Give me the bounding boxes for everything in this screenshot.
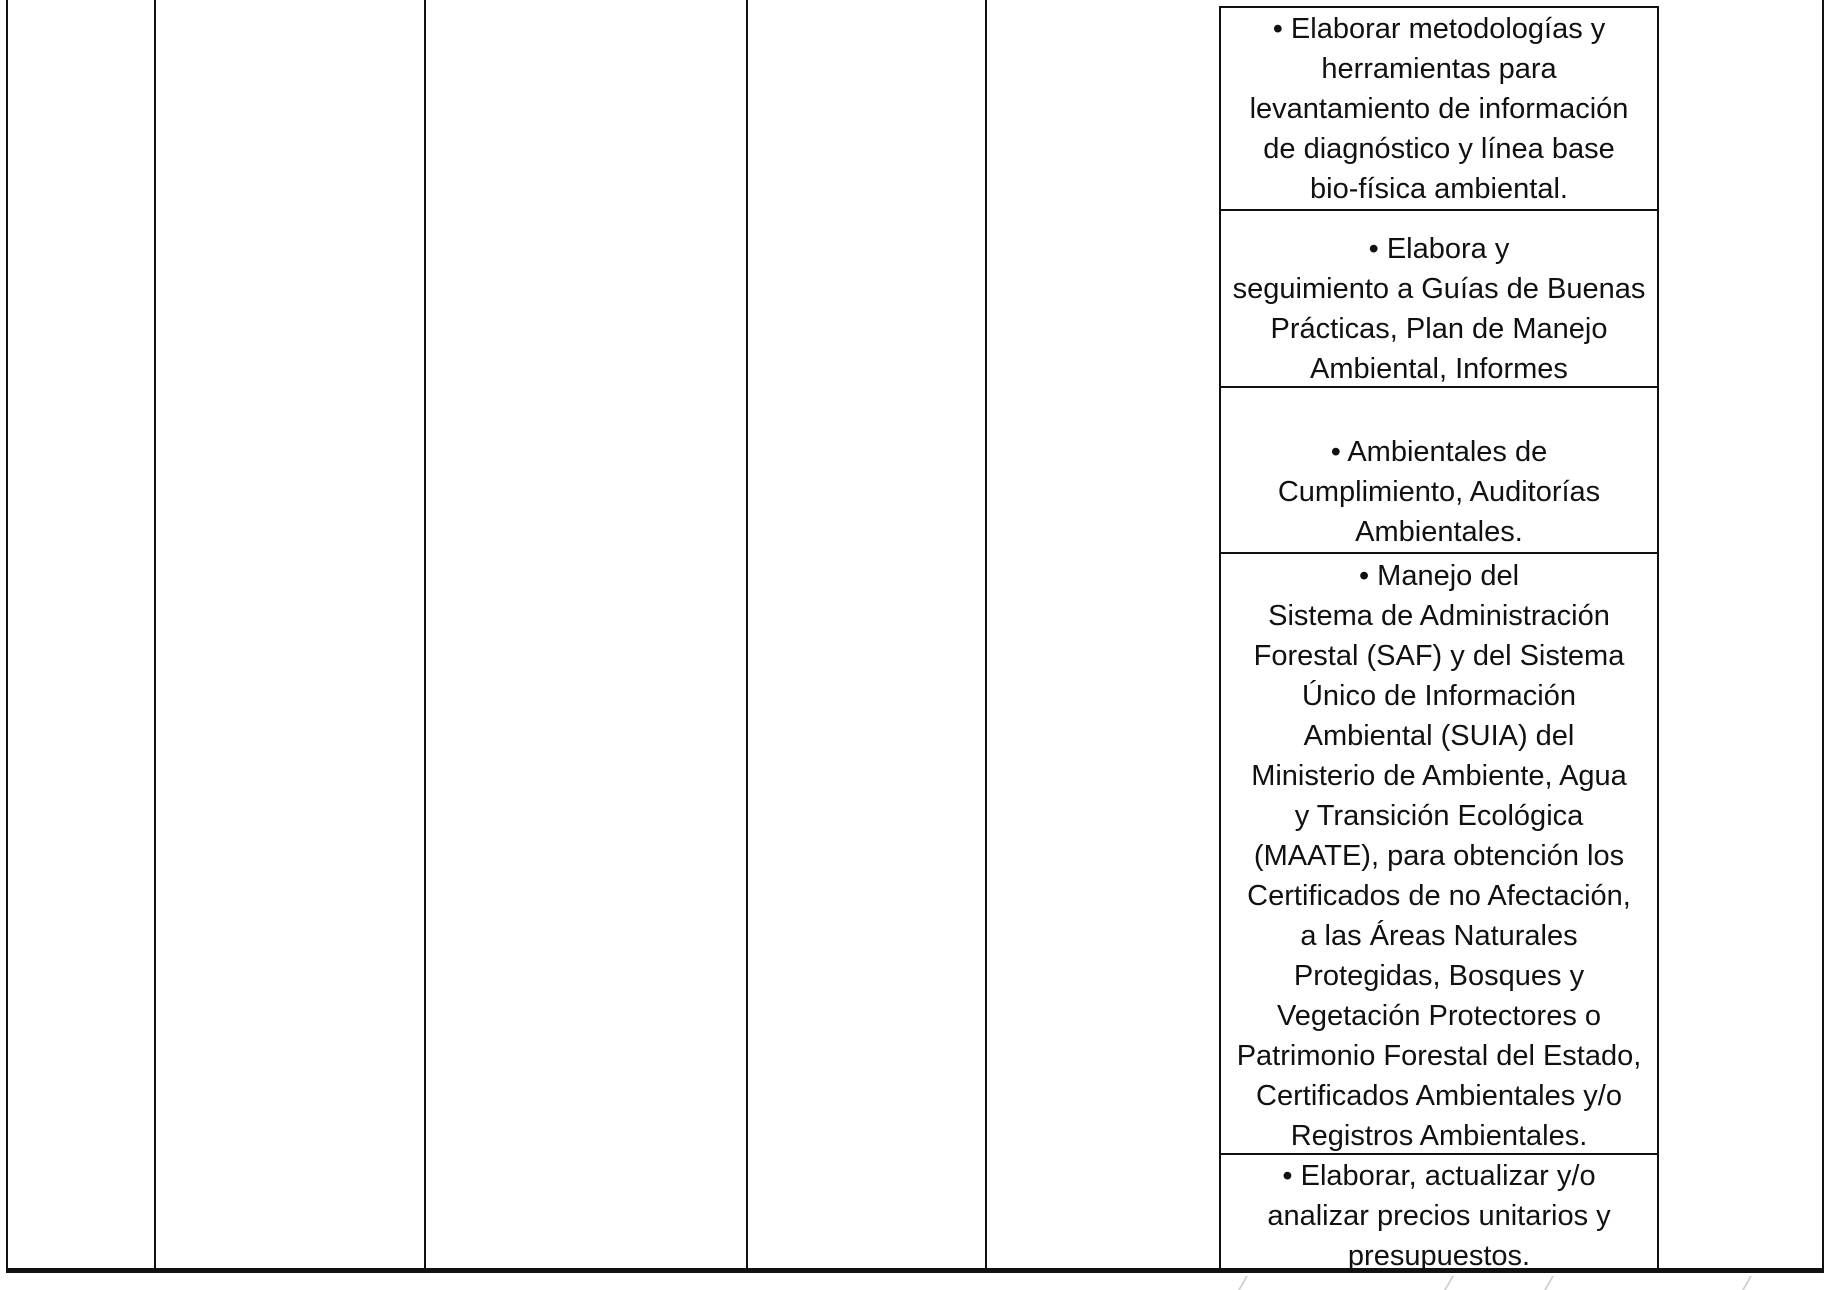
activity-4-line-15: Registros Ambientales. [1290,1120,1588,1152]
activity-4-line-1: • Manejo del [1358,560,1520,592]
activity-5-line-3: presupuestos. [1347,1240,1531,1272]
activity-1-line-2: herramientas para [1321,52,1557,85]
activity-cell-1 [1221,8,1657,209]
scan-artifact [1444,1276,1454,1290]
table-border-left [6,0,8,1270]
activity-4-line-4: Único de Información [1301,680,1577,712]
activity-4-line-6: Ministerio de Ambiente, Agua [1251,760,1627,792]
column-divider-1 [154,0,156,1270]
activity-1-line-4: de diagnóstico y línea base [1263,132,1615,165]
activity-4-line-12: Vegetación Protectores o [1276,1000,1602,1032]
activity-4-line-10: a las Áreas Naturales [1300,920,1578,952]
activity-4-line-14: Certificados Ambientales y/o [1256,1080,1622,1112]
activity-5-line-2: analizar precios unitarios y [1267,1200,1611,1232]
activity-3-line-1: • Ambientales de [1330,436,1548,468]
scan-artifact [1742,1276,1752,1290]
activity-4-line-7: y Transición Ecológica [1294,800,1584,832]
activity-3-line-3: Ambientales. [1355,516,1523,548]
activity-5-line-1: • Elaborar, actualizar y/o [1282,1160,1596,1192]
activity-4-line-9: Certificados de no Afectación, [1247,880,1631,912]
activity-4-line-11: Protegidas, Bosques y [1293,960,1585,992]
activity-cell-5 [1221,1156,1657,1278]
activity-1-line-1: • Elaborar metodologías y [1272,12,1606,45]
activity-cell-4 [1221,556,1657,1156]
activity-2-line-3: Prácticas, Plan de Manejo [1270,313,1608,345]
activity-4-line-2: Sistema de Administración [1268,600,1610,632]
activity-1-line-5: bio-física ambiental. [1310,172,1568,205]
activity-2-line-1: • Elabora y [1368,233,1510,265]
scan-artifact [1544,1276,1554,1290]
activity-cell-2 [1221,229,1657,389]
activity-3-line-2: Cumplimiento, Auditorías [1277,476,1601,508]
column-divider-4 [985,0,987,1270]
activity-cell-3 [1221,432,1657,552]
column-divider-2 [424,0,426,1270]
activity-2-line-4: Ambiental, Informes [1310,353,1568,385]
table-border-right [1822,0,1824,1270]
activity-divider-3 [1219,552,1659,554]
activity-divider-1 [1219,209,1659,211]
column-divider-3 [746,0,748,1270]
activity-4-line-8: (MAATE), para obtención los [1253,840,1625,872]
activity-1-line-3: levantamiento de información [1249,92,1629,125]
activity-4-line-5: Ambiental (SUIA) del [1303,720,1575,752]
scan-artifact [1238,1276,1248,1290]
activities-column-right [1657,6,1659,1270]
activity-4-line-13: Patrimonio Forestal del Estado, [1236,1040,1642,1072]
activity-2-line-2: seguimiento a Guías de Buenas [1232,273,1646,305]
activity-4-line-3: Forestal (SAF) y del Sistema [1253,640,1625,672]
